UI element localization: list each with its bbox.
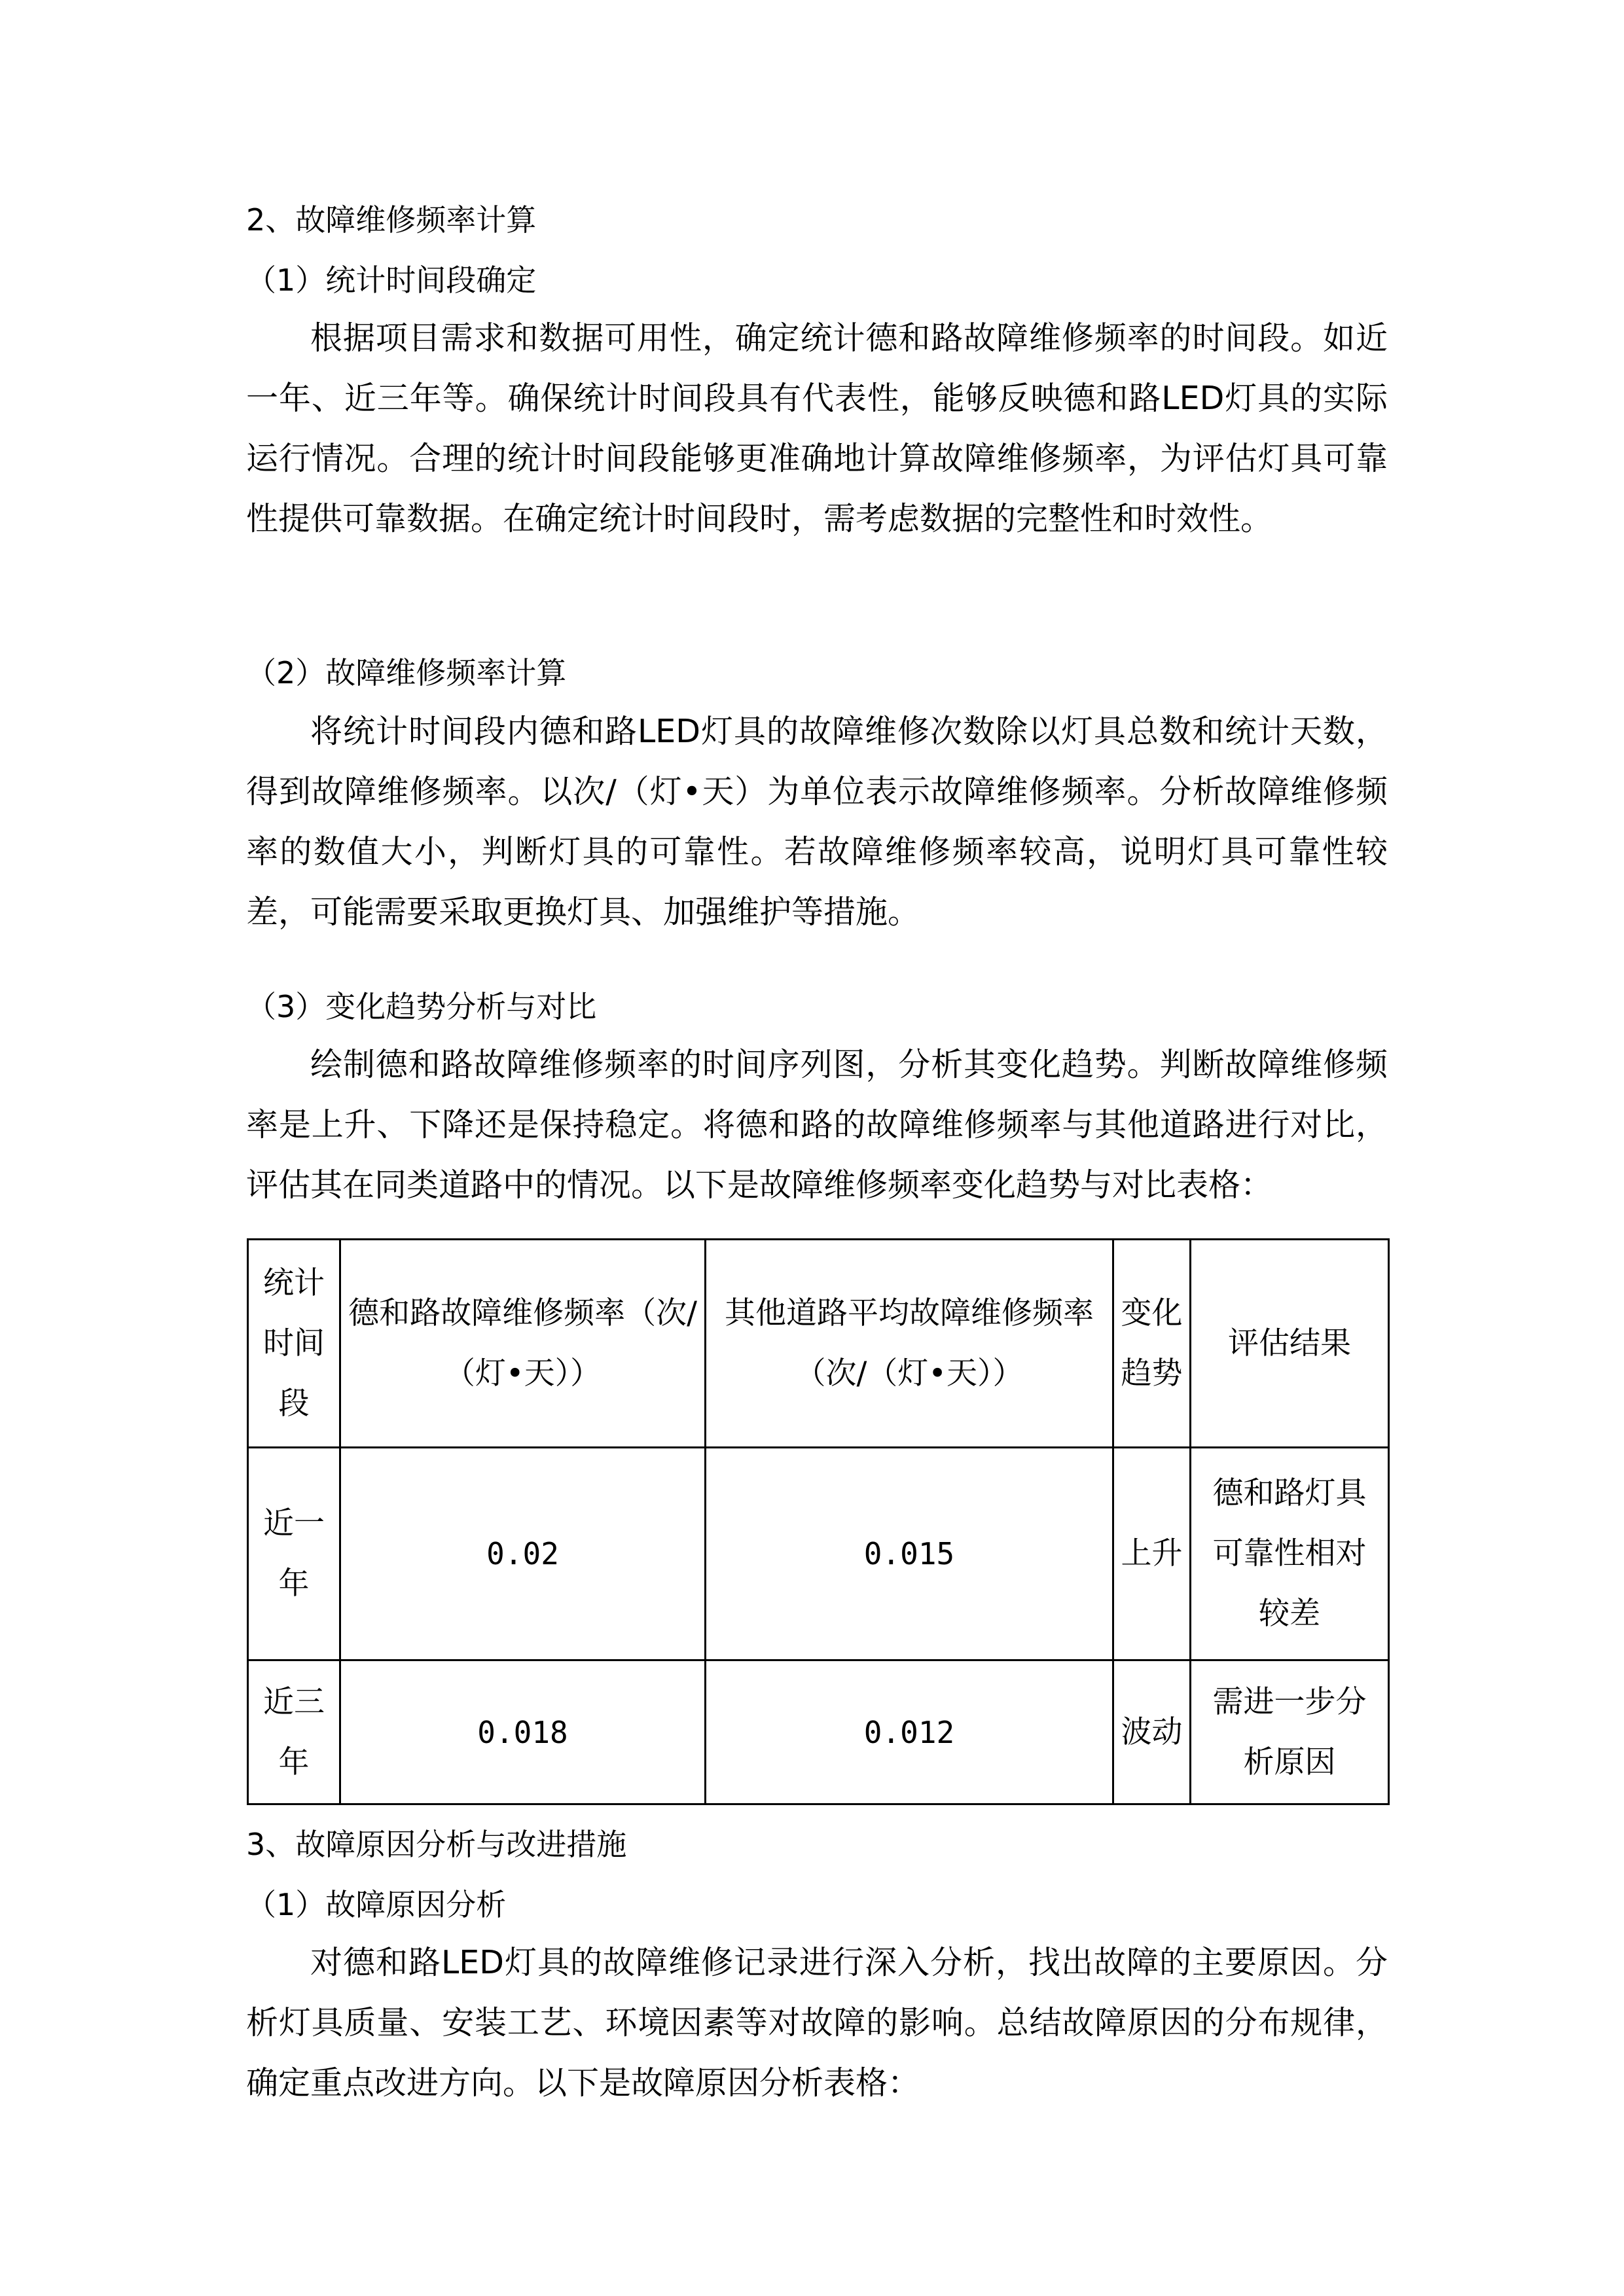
section-heading-3: 3、故障原因分析与改进措施 xyxy=(246,1827,627,1862)
header-cell-dehe-frequency: 德和路故障维修频率（次/（灯•天）） xyxy=(340,1240,706,1448)
subheading-3-1: （1）故障原因分析 xyxy=(246,1887,507,1922)
paragraph-2-3: 绘制德和路故障维修频率的时间序列图，分析其变化趋势。判断故障维修频率是上升、下降还是保持稳定。将德和路的故障维修频率与其他道路进行对比，评估其在同类道路中的情况。以下是故障维修频率变化趋势与对比表格： xyxy=(246,1046,1388,1204)
paragraph-3-1: 对德和路LED灯具的故障维修记录进行深入分析，找出故障的主要原因。分析灯具质量、安装工艺、环境因素等对故障的影响。总结故障原因的分布规律，确定重点改进方向。以下是故障原因分析表格： xyxy=(246,1944,1388,2102)
cell-other-frequency: 0.012 xyxy=(706,1660,1113,1804)
table-header-row xyxy=(248,1240,1389,1448)
subheading-2-1: （1）统计时间段确定 xyxy=(246,262,537,298)
subheading-2-3: （3）变化趋势分析与对比 xyxy=(246,989,597,1024)
cell-other-frequency: 0.015 xyxy=(706,1448,1113,1660)
cell-assessment: 需进一步分析原因 xyxy=(1191,1660,1389,1804)
header-cell-other-frequency: 其他道路平均故障维修频率（次/（灯•天）） xyxy=(706,1240,1113,1448)
paragraph-2-2: 将统计时间段内德和路LED灯具的故障维修次数除以灯具总数和统计天数，得到故障维修频率。以次/（灯•天）为单位表示故障维修频率。分析故障维修频率的数值大小，判断灯具的可靠性。若故障维修频率较高，说明灯具可靠性较差，可能需要采取更换灯具、加强维护等措施。 xyxy=(246,713,1388,931)
header-cell-assessment: 评估结果 xyxy=(1191,1240,1389,1448)
cell-trend: 波动 xyxy=(1113,1660,1191,1804)
frequency-trend-table xyxy=(247,1238,1390,1805)
cell-trend: 上升 xyxy=(1113,1448,1191,1660)
header-cell-trend: 变化趋势 xyxy=(1113,1240,1191,1448)
section-heading-2: 2、故障维修频率计算 xyxy=(246,202,537,238)
cell-period: 近三年 xyxy=(248,1660,340,1804)
cell-assessment: 德和路灯具可靠性相对较差 xyxy=(1191,1448,1389,1660)
header-cell-period: 统计时间段 xyxy=(248,1240,340,1448)
table-row xyxy=(248,1448,1389,1660)
cell-dehe-frequency: 0.02 xyxy=(340,1448,706,1660)
cell-dehe-frequency: 0.018 xyxy=(340,1660,706,1804)
paragraph-2-1: 根据项目需求和数据可用性，确定统计德和路故障维修频率的时间段。如近一年、近三年等。确保统计时间段具有代表性，能够反映德和路LED灯具的实际运行情况。合理的统计时间段能够更准确地计算故障维修频率，为评估灯具可靠性提供可靠数据。在确定统计时间段时，需考虑数据的完整性和时效性。 xyxy=(246,319,1388,537)
cell-period: 近一年 xyxy=(248,1448,340,1660)
table-row xyxy=(248,1660,1389,1804)
subheading-2-2: （2）故障维修频率计算 xyxy=(246,655,567,691)
